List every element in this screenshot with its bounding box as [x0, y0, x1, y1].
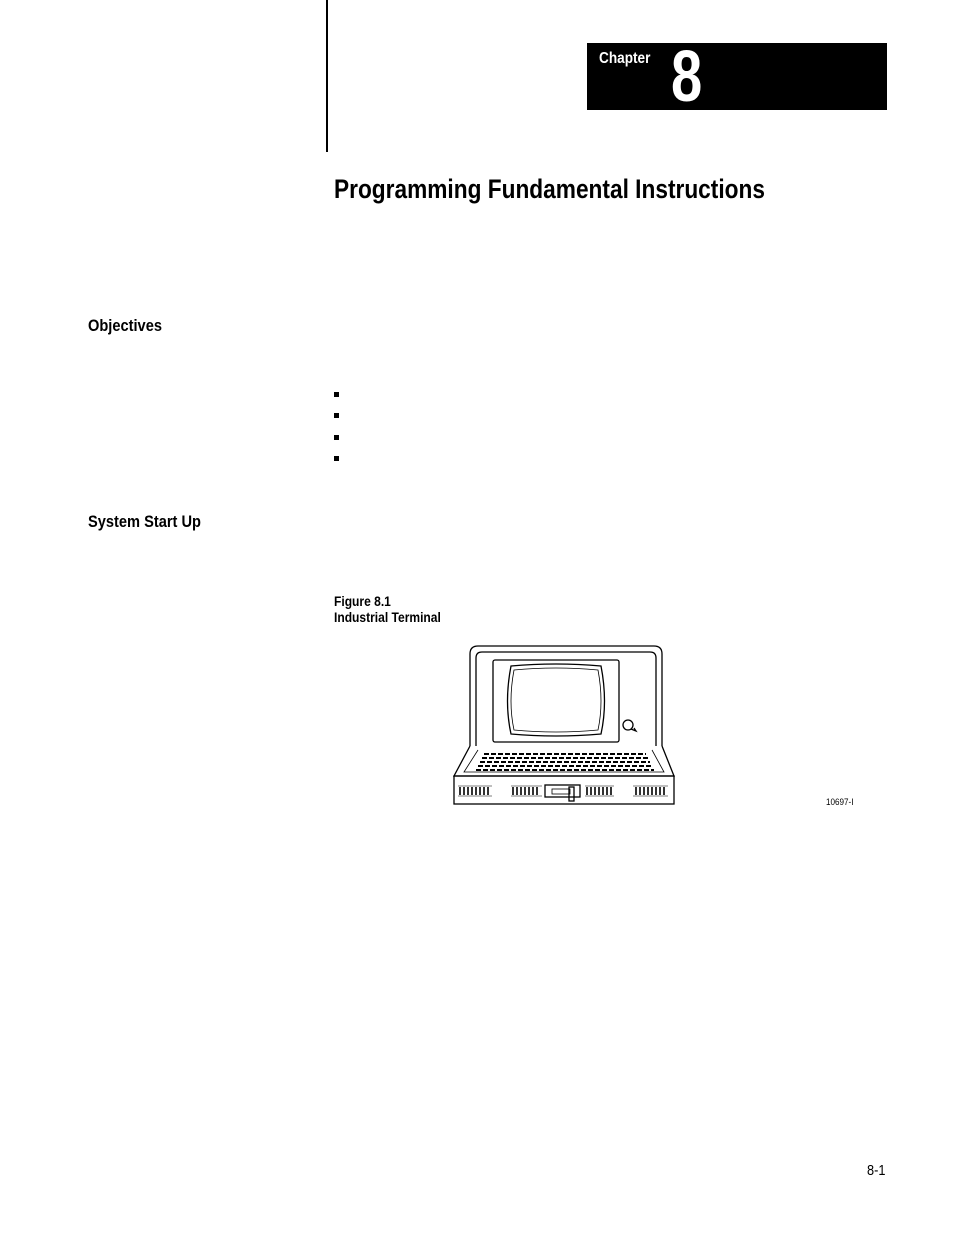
page-title: Programming Fundamental Instructions — [334, 174, 765, 204]
figure-code: 10697-I — [826, 797, 854, 807]
objectives-heading: Objectives — [88, 316, 162, 335]
chapter-number: 8 — [671, 37, 703, 117]
chapter-label: Chapter — [599, 50, 651, 67]
system-start-up-heading: System Start Up — [88, 512, 201, 531]
bullet-icon — [334, 413, 339, 418]
figure-caption — [334, 593, 441, 625]
margin-rule — [326, 0, 328, 152]
bullet-icon — [334, 392, 339, 397]
page-number: 8-1 — [867, 1162, 886, 1179]
chapter-tab — [587, 37, 887, 117]
bullet-icon — [334, 435, 339, 440]
industrial-terminal-illustration — [448, 642, 680, 808]
figure-title: Industrial Terminal — [334, 609, 441, 625]
bullet-icon — [334, 456, 339, 461]
figure-number: Figure 8.1 — [334, 593, 391, 609]
